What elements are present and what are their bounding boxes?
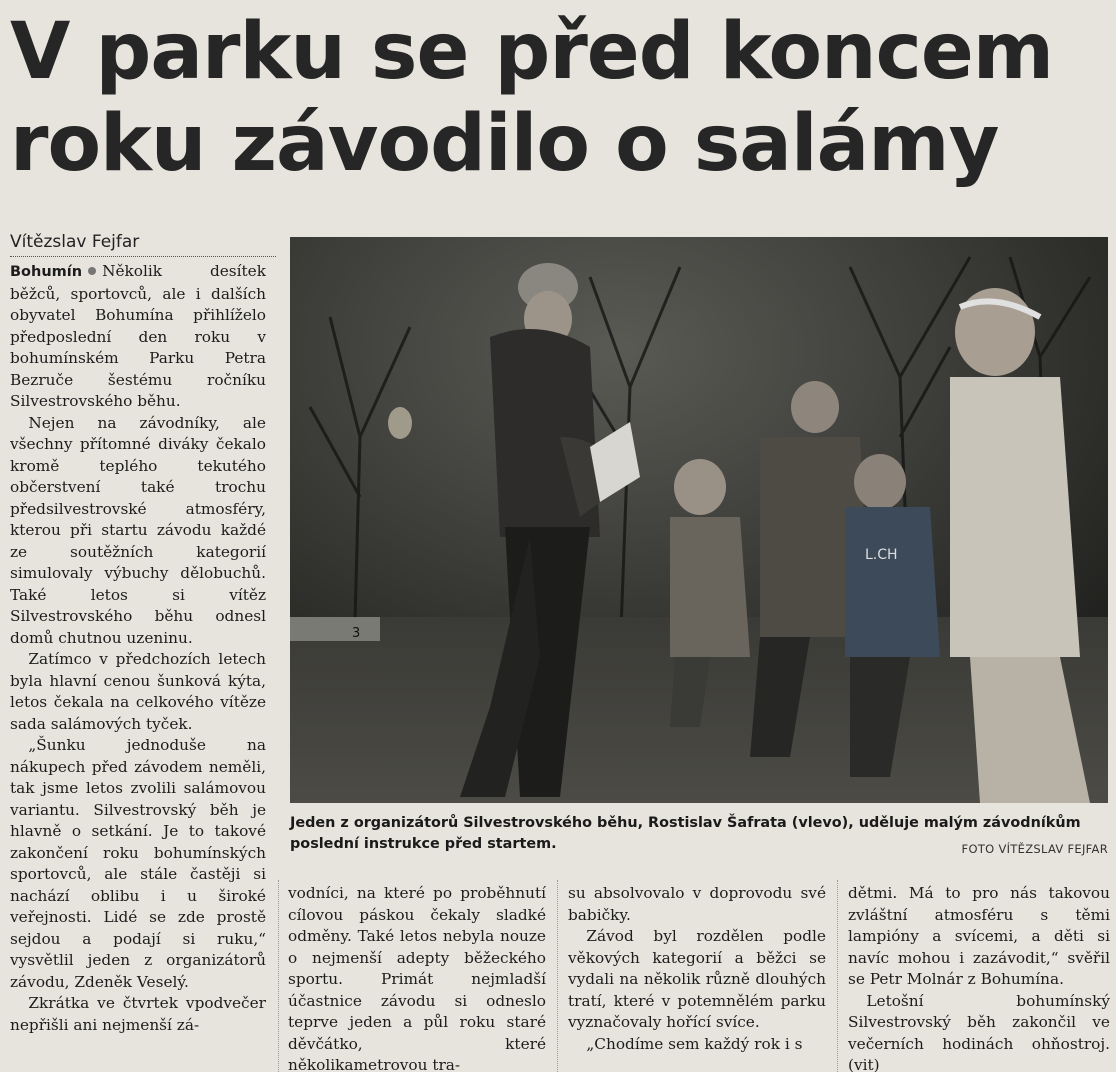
bullet-icon — [88, 267, 96, 275]
article-headline — [10, 6, 1110, 190]
photo-credit: FOTO VÍTĚZSLAV FEJFAR — [961, 842, 1108, 856]
article-column-3 — [568, 883, 826, 1072]
paragraph: Nejen na závodníky, ale všechny přítomné diváky čekalo kromě teplého tekutého občerstvení také trochu předsilvestrovské atmosféry, kterou při startu závodu každé ze soutěžních kategorií simulovaly výbuchy dělobuchů. Také letos si vítěz Silvestrovského běhu odnesl domů chutnou uzeninu. — [10, 413, 266, 647]
podium-number: 3 — [352, 626, 361, 641]
paragraph: „Chodíme sem každý rok i s — [586, 1034, 803, 1053]
paragraph: „Šunku jednoduše na nákupech před závodem neměli, tak jsme letos zvolili salámovou variantu. Silvestrovský běh je hlavně o setkání. Je to takové zakončení roku bohumínských sportovců, ale stále častěji si nachází oblibu i u široké veřejnosti. Lidé se zde prostě sejdou a podají si ruku,“ vysvětlil jeden z organizátorů závodu, Zdeněk Veselý. — [10, 736, 266, 991]
photo-caption: Jeden z organizátorů Silvestrovského běhu, Rostislav Šafrata (vlevo), uděluje malým závodníkům poslední instrukce před startem. — [290, 815, 1081, 852]
column-divider — [837, 880, 838, 1072]
paragraph: su absolvovalo v doprovodu své babičky. — [568, 884, 826, 924]
article-column-4 — [848, 883, 1110, 1072]
paragraph — [10, 261, 266, 413]
jacket-text: L.CH — [865, 547, 898, 563]
article-column-1 — [10, 261, 266, 1072]
paragraph: vodníci, na které po proběhnutí cílovou páskou čekaly sladké odměny. Také letos nebyla nouze o nejmenší adepty běžeckého sportu. Primát nejmladší účastnice závodu si odneslo teprve jeden a půl roku staré děvčátko, které několikametrovou tra- — [288, 884, 546, 1072]
article-photo — [290, 237, 1108, 803]
headline-line-2: roku závodilo o salámy — [10, 99, 999, 189]
paragraph: Letošní bohumínský Silvestrovský běh zakončil ve večerních hodinách ohňostroj. (vit) — [848, 991, 1110, 1072]
column-divider — [557, 880, 558, 1072]
byline: Vítězslav Fejfar — [10, 232, 276, 257]
paragraph: Zatímco v předchozích letech byla hlavní cenou šunková kýta, letos čekala na celkového vítěze sada salámových tyček. — [10, 650, 266, 733]
paragraph: Zkrátka ve čtvrtek vpodvečer nepřišli ani nejmenší zá- — [10, 994, 266, 1034]
paragraph-text: Několik desítek běžců, sportovců, ale i dalších obyvatel Bohumína přihlíželo předposlední den roku v bohumínském Parku Petra Bezruče šestému ročníku Silvestrovského běhu. — [10, 262, 266, 410]
dateline: Bohumín — [10, 264, 83, 280]
paragraph: Závod byl rozdělen podle věkových kategorií a běžci se vydali na několik různě dlouhých tratí, které v potemnělém parku vyznačovaly hořící svíce. — [568, 927, 826, 1031]
column-divider — [278, 880, 279, 1072]
paragraph: dětmi. Má to pro nás takovou zvláštní atmosféru s těmi lampióny a svícemi, a děti si navíc mohou i zazávodit,“ svěřil se Petr Molnár z Bohumína. — [848, 884, 1110, 988]
article-column-2 — [288, 883, 546, 1072]
headline-line-1: V parku se před koncem — [10, 7, 1053, 97]
photo-illustration — [290, 237, 1108, 803]
